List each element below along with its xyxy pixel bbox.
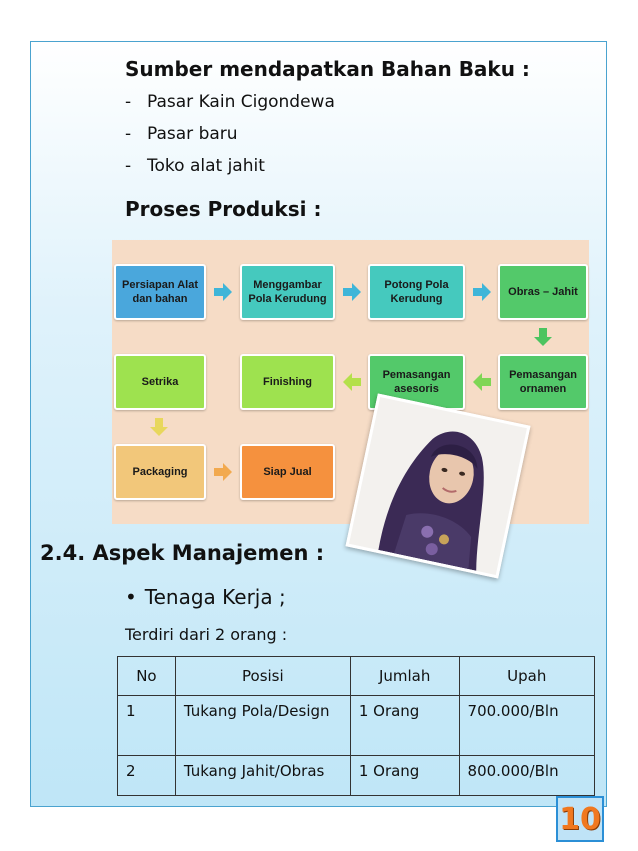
cell-jumlah: 1 Orang xyxy=(350,756,459,796)
cell-jumlah: 1 Orang xyxy=(350,696,459,756)
cell-upah: 700.000/Bln xyxy=(459,696,594,756)
flow-step-pemasangan-asesoris: Pemasangan asesoris xyxy=(368,354,465,410)
cell-posisi: Tukang Jahit/Obras xyxy=(175,756,350,796)
list-item-text: Pasar Kain Cigondewa xyxy=(147,92,335,112)
production-heading: Proses Produksi : xyxy=(125,197,322,221)
flow-step-obras-jahit: Obras – Jahit xyxy=(498,264,588,320)
list-item-text: Pasar baru xyxy=(147,124,238,144)
arrow-right-icon xyxy=(343,283,361,301)
woman-in-hijab-illustration xyxy=(349,397,527,575)
flow-step-potong-pola: Potong Pola Kerudung xyxy=(368,264,465,320)
cell-no: 2 xyxy=(118,756,176,796)
flow-step-finishing: Finishing xyxy=(240,354,335,410)
arrow-right-icon xyxy=(214,463,232,481)
raw-material-item xyxy=(125,156,265,176)
cell-posisi: Tukang Pola/Design xyxy=(175,696,350,756)
column-header-posisi: Posisi xyxy=(175,657,350,696)
workforce-note: Terdiri dari 2 orang : xyxy=(125,625,288,644)
flow-step-menggambar-pola: Menggambar Pola Kerudung xyxy=(240,264,335,320)
raw-material-item xyxy=(125,92,335,112)
table-row xyxy=(118,756,595,796)
table-row xyxy=(118,696,595,756)
raw-materials-heading: Sumber mendapatkan Bahan Baku : xyxy=(125,57,530,81)
table-header-row xyxy=(118,657,595,696)
bullet-symbol: • xyxy=(125,585,137,609)
flow-step-persiapan: Persiapan Alat dan bahan xyxy=(114,264,206,320)
arrow-down-icon xyxy=(150,418,168,436)
column-header-jumlah: Jumlah xyxy=(350,657,459,696)
management-heading: 2.4. Aspek Manajemen : xyxy=(40,541,325,565)
arrow-left-icon xyxy=(473,373,491,391)
flow-step-packaging: Packaging xyxy=(114,444,206,500)
workforce-bullet xyxy=(125,585,286,609)
flow-step-pemasangan-ornamen: Pemasangan ornamen xyxy=(498,354,588,410)
woman-in-hijab-photo xyxy=(345,393,530,578)
arrow-down-icon xyxy=(534,328,552,346)
flow-step-setrika: Setrika xyxy=(114,354,206,410)
workforce-label: Tenaga Kerja ; xyxy=(144,585,286,609)
workforce-table xyxy=(117,656,595,796)
cell-upah: 800.000/Bln xyxy=(459,756,594,796)
column-header-upah: Upah xyxy=(459,657,594,696)
list-dash: - xyxy=(125,156,132,176)
list-dash: - xyxy=(125,124,132,144)
arrow-right-icon xyxy=(473,283,491,301)
list-dash: - xyxy=(125,92,132,112)
arrow-left-icon xyxy=(343,373,361,391)
raw-material-item xyxy=(125,124,238,144)
page-number: 10 xyxy=(556,796,604,842)
column-header-no: No xyxy=(118,657,176,696)
flow-step-siap-jual: Siap Jual xyxy=(240,444,335,500)
list-item-text: Toko alat jahit xyxy=(147,156,265,176)
cell-no: 1 xyxy=(118,696,176,756)
arrow-right-icon xyxy=(214,283,232,301)
